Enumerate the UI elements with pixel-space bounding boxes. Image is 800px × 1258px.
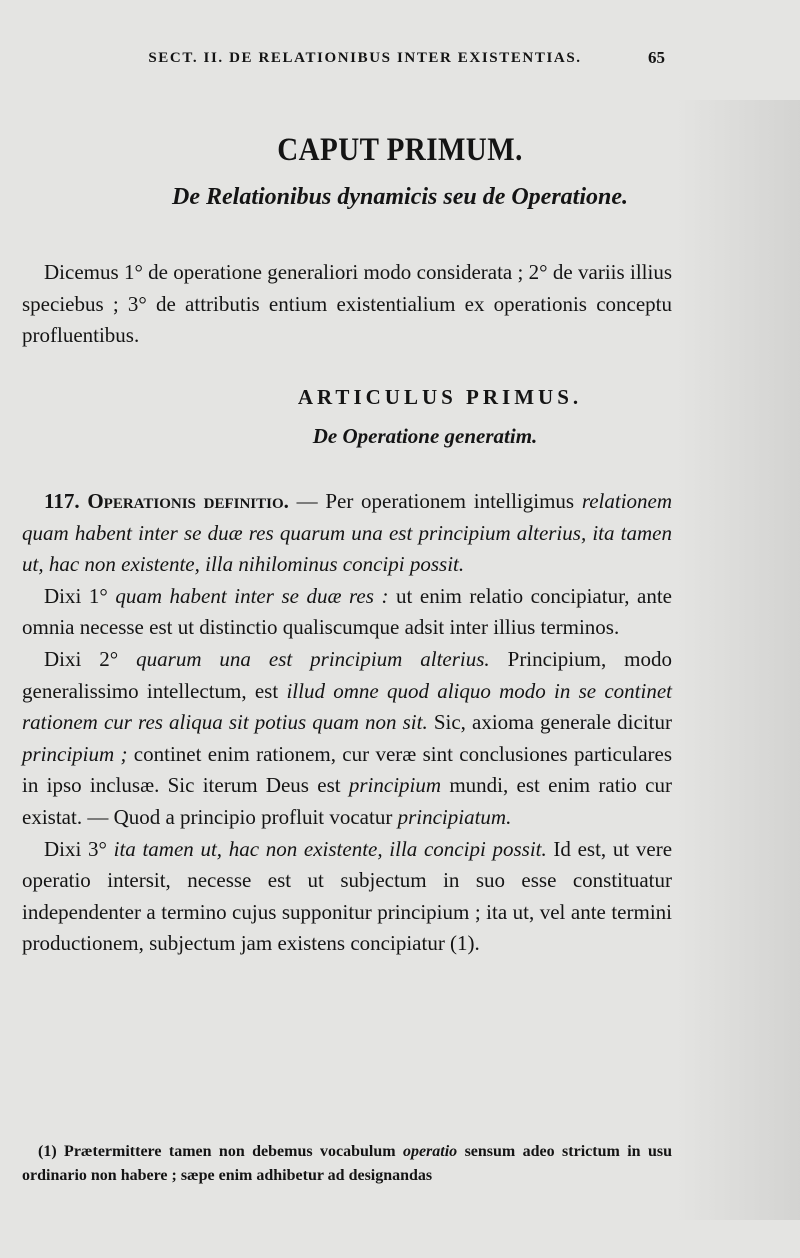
- footnote-text-1: Prætermittere tamen non debemus vocabulum: [56, 1143, 403, 1160]
- intro-text: Dicemus 1° de operatione generaliori modo considerata ; 2° de variis illius speciebus ; 3° de attributis entium existentialium ex operationis conceptu profluentibus.: [22, 260, 672, 348]
- dixi-1-rest: ut enim relatio concipiatur, ante omnia necesse est ut distinctio qualiscumque adsit inter illius terminos.: [22, 583, 672, 640]
- footnote-italic: operatio: [402, 1143, 458, 1160]
- article-subtitle: De Operatione generatim.: [312, 424, 538, 448]
- paragraph-dixi-3: [22, 834, 672, 960]
- dixi-2-lead: Dixi 2°: [44, 646, 137, 671]
- footnote-marker: (1): [38, 1143, 57, 1160]
- intro-paragraph: [22, 257, 672, 352]
- dixi-3-lead: Dixi 3°: [44, 836, 114, 861]
- dixi-2-italic-1: quarum una est principium alterius.: [136, 646, 490, 671]
- dixi-2-italic-4: principium: [348, 773, 442, 798]
- page-edge-shadow: [675, 100, 800, 1220]
- section-intro-text: — Per operationem intelligimus: [288, 489, 582, 513]
- dixi-2-italic-5: principiatum.: [397, 804, 512, 829]
- dixi-2-italic-2: illud omne quod aliquo modo in se continet rationem cur res aliqua sit potius quam non sit.: [22, 678, 673, 735]
- footnote: [22, 1140, 672, 1188]
- article-title: ARTICULUS PRIMUS.: [297, 385, 583, 409]
- dixi-3-italic: ita tamen ut, hac non existente, illa concipi possit.: [113, 836, 547, 861]
- article-body: [22, 486, 672, 960]
- running-head: SECT. II. DE RELATIONIBUS INTER EXISTENTIAS.: [148, 50, 582, 66]
- paragraph-dixi-1: [22, 581, 672, 644]
- dixi-2-italic-3: principium ;: [22, 741, 128, 766]
- footnote-text-2: sensum adeo strictum in usu ordinario non habere ; sæpe enim adhibetur ad designandas: [22, 1143, 672, 1184]
- chapter-title: CAPUT PRIMUM.: [277, 132, 523, 168]
- section-number: 117.: [44, 489, 80, 513]
- dixi-2-text-3: continet enim rationem, cur veræ sint conclusiones particulares in ipso inclusæ. Sic iterum Deus est: [22, 741, 673, 798]
- footnote-text: [22, 1140, 672, 1188]
- dixi-3-rest: Id est, ut vere operatio intersit, necesse est ut subjectum in suo esse constituatur independenter a termino cujus supponitur principium ; ita ut, vel ante termini productionem, subjectum jam existens concipiatur (1).: [22, 836, 673, 956]
- dixi-2-text-4: mundi, est enim ratio cur existat. — Quod a principio profluit vocatur: [22, 773, 672, 829]
- dixi-1-italic: quam habent inter se duæ res :: [115, 583, 389, 608]
- dixi-2-text-2: Sic, axioma generale dicitur: [427, 710, 672, 735]
- section-heading: Operationis definitio.: [87, 489, 289, 513]
- paragraph-dixi-2: [22, 644, 672, 834]
- chapter-subtitle: De Relationibus dynamicis seu de Operatione.: [172, 184, 628, 210]
- dixi-1-lead: Dixi 1°: [44, 583, 116, 608]
- paragraph-117: [22, 486, 672, 581]
- dixi-2-text-1: Principium, modo generalissimo intellectum, est: [22, 646, 673, 703]
- page-number: 65: [648, 48, 665, 67]
- definition-text: relationem quam habent inter se duæ res quarum una est principium alterius, ita tamen ut, hac non existente, illa nihilominus concipi possit.: [22, 489, 673, 577]
